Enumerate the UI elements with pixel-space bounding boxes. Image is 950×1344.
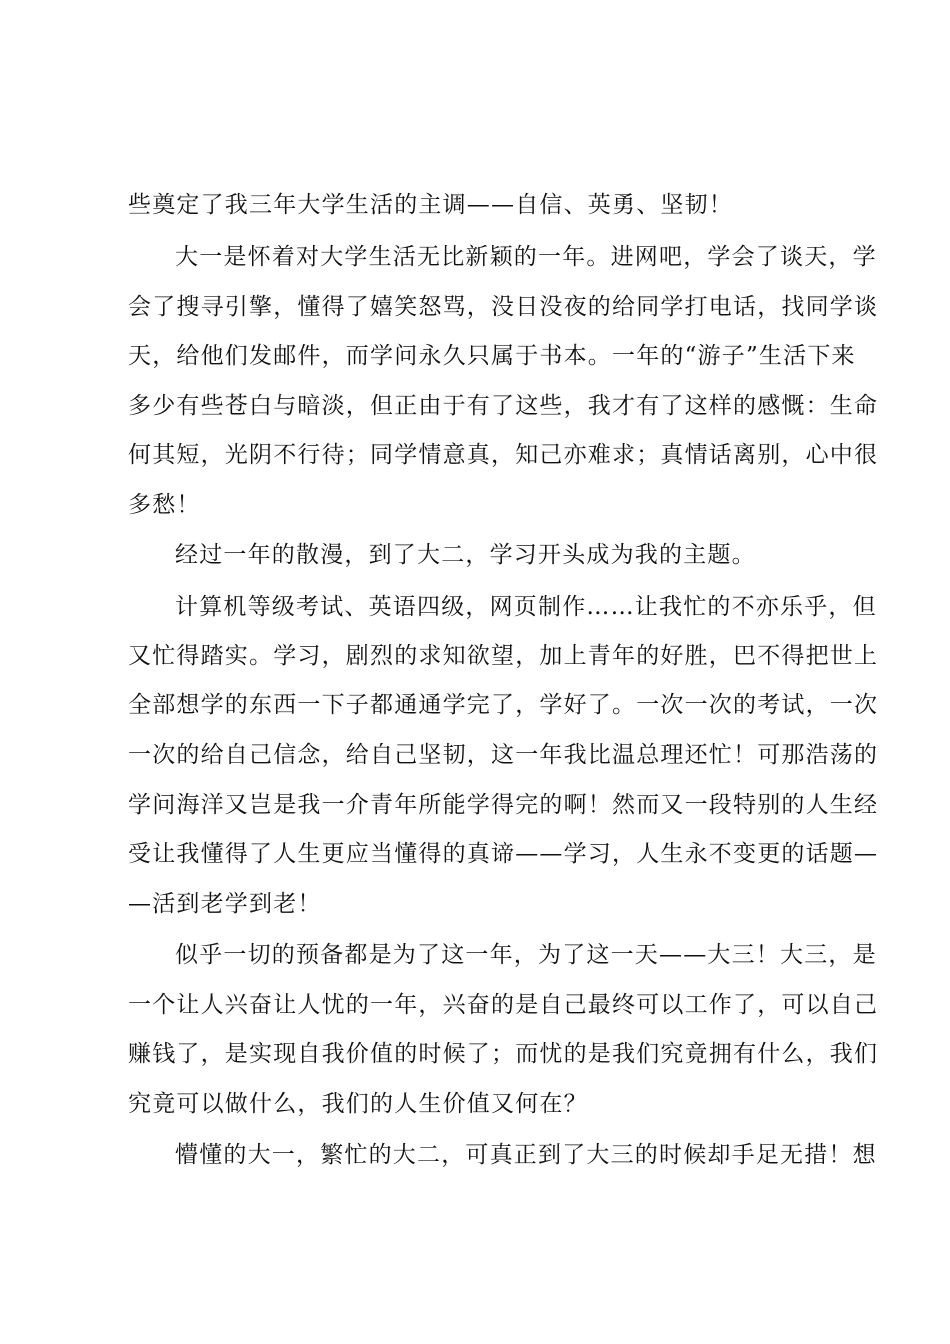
text-line: 多少有些苍白与暗淡，但正由于有了这些，我才有了这样的感慨：生命 <box>128 393 879 419</box>
text-line: 一次的给自己信念，给自己坚韧，这一年我比温总理还忙！可那浩荡的 <box>128 742 879 768</box>
text-line: 天，给他们发邮件，而学问永久只属于书本。一年的“游子”生活下来 <box>128 343 856 369</box>
text-line: 究竟可以做什么，我们的人生价值又何在？ <box>128 1091 588 1117</box>
text-line: 计算机等级考试、英语四级，网页制作……让我忙的不亦乐乎，但 <box>175 594 877 620</box>
text-line: 赚钱了，是实现自我价值的时候了；而忧的是我们究竟拥有什么，我们 <box>128 1041 879 1067</box>
text-line: 多愁！ <box>128 492 201 518</box>
text-line: 又忙得踏实。学习，剧烈的求知欲望，加上青年的好胜，巴不得把世上 <box>128 643 879 669</box>
text-line: 一个让人兴奋让人忧的一年，兴奋的是自己最终可以工作了，可以自己 <box>128 992 879 1018</box>
text-line: 懵懂的大一，繁忙的大二，可真正到了大三的时候却手足无措！想 <box>175 1142 877 1168</box>
text-line: 些奠定了我三年大学生活的主调——自信、英勇、坚韧！ <box>128 192 733 218</box>
text-line: —活到老学到老！ <box>128 891 322 917</box>
text-line: 受让我懂得了人生更应当懂得的真谛——学习，人生永不变更的话题— <box>128 841 879 867</box>
text-line: 似乎一切的预备都是为了这一年，为了这一天——大三！大三，是 <box>175 942 877 968</box>
text-line: 会了搜寻引擎，懂得了嬉笑怒骂，没日没夜的给同学打电话，找同学谈 <box>128 294 879 320</box>
text-line: 经过一年的散漫，到了大二，学习开头成为我的主题。 <box>175 542 756 568</box>
text-line: 何其短，光阴不行待；同学情意真，知己亦难求；真情话离别，心中很 <box>128 442 879 468</box>
text-line: 全部想学的东西一下子都通通学完了，学好了。一次一次的考试，一次 <box>128 692 879 718</box>
text-line: 学问海洋又岂是我一介青年所能学得完的啊！然而又一段特别的人生经 <box>128 792 879 818</box>
text-line: 大一是怀着对大学生活无比新颖的一年。进网吧，学会了谈天，学 <box>175 244 877 270</box>
